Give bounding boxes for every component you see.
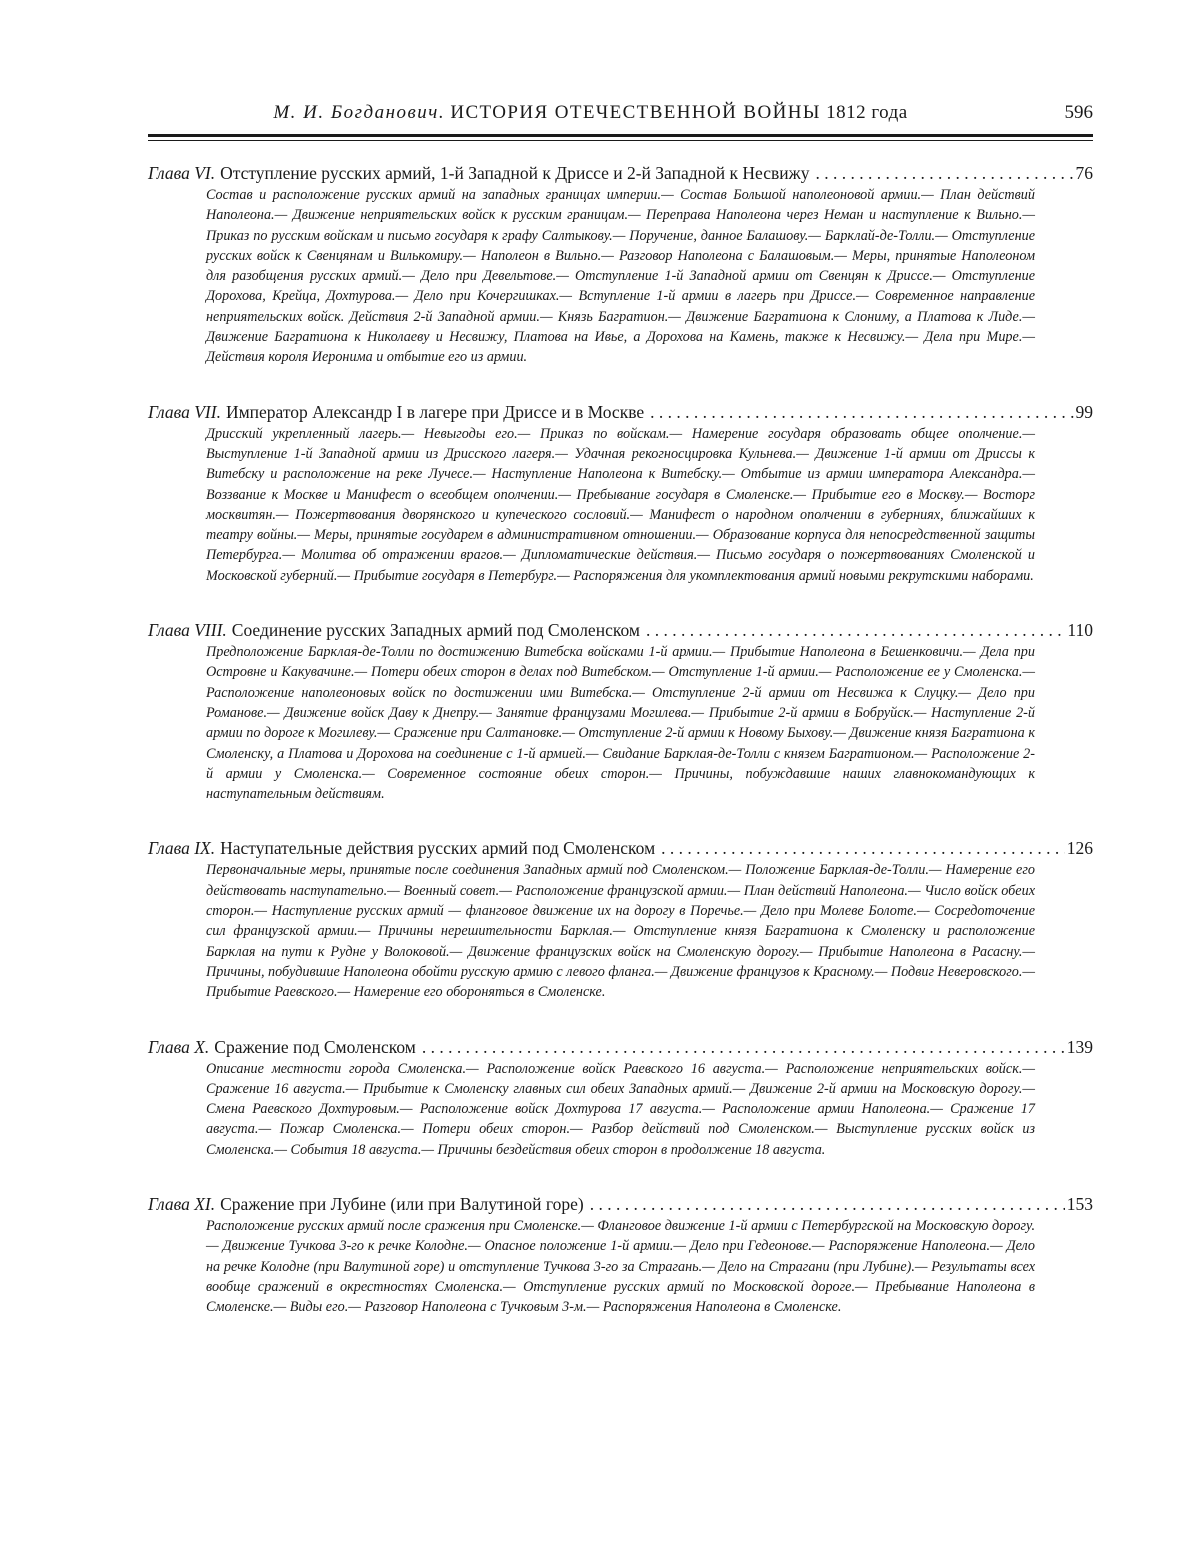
toc-entry-chapter-9 <box>148 837 1093 1002</box>
chapter-heading-line <box>148 619 1093 641</box>
chapter-heading-line <box>148 162 1093 184</box>
toc-entry-chapter-7 <box>148 401 1093 586</box>
chapter-title: Соединение русских Западных армий под Смоленском <box>231 620 640 641</box>
chapter-summary: Состав и расположение русских армий на западных границах империи.— Состав Большой наполеоновой армии.— План действий Наполеона.— Движение неприятельских войск к русским границам.— Переправа Наполеона через Неман и наступление к Вильно.— Приказ по русским войскам и письмо государя к графу Салтыкову.— Поручение, данное Балашову.— Барклай-де-Толли.— Отступление русских войск к Свенцянам и Вилькомиру.— Наполеон в Вильно.— Разговор Наполеона с Балашовым.— Меры, принятые Наполеоном для разобщения русских армий.— Дело при Девельтове.— Отступление 1-й Западной армии от Свенцян к Дриссе.— Отступление Дорохова, Крейца, Дохтурова.— Дело при Кочергишках.— Вступление 1-й армии в лагерь при Дриссе.— Современное направление неприятельских войск. Действия 2-й Западной армии.— Князь Багратион.— Движение Багратиона к Слониму, а Платова к Лиде.— Движение Багратиона к Николаеву и Несвижу, Платова на Ивье, а Дорохова на Камень, также к Несвижу.— Дела при Мире.— Действия короля Иеронима и отбытие его из армии. <box>206 187 1035 366</box>
dot-leader <box>661 837 1065 859</box>
chapter-heading-line <box>148 837 1093 859</box>
chapter-label: Глава IX. <box>148 838 216 859</box>
chapter-label: Глава VIII. <box>148 620 227 641</box>
chapter-summary: Первоначальные меры, принятые после соединения Западных армий под Смоленском.— Положение Барклая-де-Толли.— Намерение его действовать наступательно.— Военный совет.— Расположение французской армии.— План действий Наполеона.— Число войск обеих сторон.— Наступление русских армий — фланговое движение их на дорогу в Поречье.— Дело при Молеве Болоте.— Сосредоточение сил французской армии.— Причины нерешительности Барклая.— Отступление князя Багратиона к Смоленску и расположение Барклая на пути к Рудне у Волоковой.— Движение французских войск на Смоленскую дорогу.— Прибытие Наполеона в Расасну.— Причины, побудившие Наполеона обойти русскую армию с левого фланга.— Движение французов к Красному.— Подвиг Неверовского.— Прибытие Раевского.— Намерение его обороняться в Смоленске. <box>206 862 1035 1001</box>
chapter-heading-line <box>148 401 1093 423</box>
chapter-title: Наступательные действия русских армий под Смоленском <box>220 838 656 859</box>
dot-leader <box>590 1193 1065 1215</box>
chapter-label: Глава X. <box>148 1036 210 1057</box>
chapter-summary: Описание местности города Смоленска.— Расположение войск Раевского 16 августа.— Расположение неприятельских войск.— Сражение 16 августа.— Прибытие к Смоленску главных сил обеих Западных армий.— Движение 2-й армии на Московскую дорогу.— Смена Раевского Дохтуровым.— Расположение войск Дохтурова 17 августа.— Расположение армии Наполеона.— Сражение 17 августа.— Пожар Смоленска.— Потери обеих сторон.— Разбор действий под Смоленском.— Выступление русских войск из Смоленска.— События 18 августа.— Причины бездействия обеих сторон в продолжение 18 августа. <box>206 1060 1035 1158</box>
toc-entry-chapter-6 <box>148 162 1093 368</box>
toc-entry-chapter-10 <box>148 1036 1093 1160</box>
chapter-page-number: 110 <box>1067 620 1093 641</box>
page-number: 596 <box>1064 102 1093 123</box>
header-rule-thin <box>148 140 1093 141</box>
chapter-title: Сражение под Смоленском <box>214 1036 416 1057</box>
chapter-page-number: 126 <box>1066 838 1093 859</box>
chapter-summary: Расположение русских армий после сражения при Смоленске.— Фланговое движение 1-й армии с Петербургской на Московскую дорогу.— Движение Тучкова 3-го к речке Колодне.— Опасное положение 1-й армии.— Дело при Гедеонове.— Распоряжение Наполеона.— Дело на речке Колодне (при Валутиной горе) и отступление Тучкова 3-го за Страгань.— Дело на Страгани (при Лубине).— Результаты всех вообще сражений в окрестностях Смоленска.— Отступление русских армий по Московской дороге.— Пребывание Наполеона в Смоленске.— Виды его.— Разговор Наполеона с Тучковым 3-м.— Распоряжения Наполеона в Смоленске. <box>206 1217 1035 1316</box>
chapter-label: Глава VI. <box>148 163 216 183</box>
chapter-title: Сражение при Лубине (или при Валутиной горе) <box>220 1193 584 1214</box>
chapter-title: Отступление русских армий, 1-й Западной к Дриссе и 2-й Западной к Несвижу <box>220 163 810 183</box>
chapter-label: Глава XI. <box>148 1193 216 1214</box>
chapter-page-number: 76 <box>1075 163 1093 183</box>
toc-entry-chapter-11 <box>148 1193 1093 1317</box>
chapter-heading-line <box>148 1036 1093 1058</box>
table-of-contents <box>148 162 1093 1350</box>
chapter-title: Император Александр I в лагере при Дриссе и в Москве <box>225 401 645 422</box>
header-rule-thick <box>148 134 1093 137</box>
header-year: 1812 года <box>826 102 908 123</box>
dot-leader <box>815 162 1073 184</box>
dot-leader <box>646 619 1065 641</box>
header-author: М. И. Богданович. <box>273 102 446 123</box>
toc-entry-chapter-8 <box>148 619 1093 804</box>
chapter-page-number: 153 <box>1066 1193 1093 1214</box>
dot-leader <box>650 401 1073 423</box>
running-title <box>148 102 1033 124</box>
chapter-heading-line <box>148 1193 1093 1215</box>
chapter-summary: Предположение Барклая-де-Толли по достижению Витебска войсками 1-й армии.— Прибытие Наполеона в Бешенковичи.— Дела при Островне и Какувачине.— Потери обеих сторон в делах под Витебском.— Отступление 1-й армии.— Расположение ее у Смоленска.— Расположение наполеоновых войск по достижении ими Витебска.— Отступление 2-й армии от Несвижа к Слуцку.— Дело при Романове.— Движение войск Даву к Днепру.— Занятие французами Могилева.— Прибытие 2-й армии в Бобруйск.— Наступление 2-й армии по дороге к Могилеву.— Сражение при Салтановке.— Отступление 2-й армии к Новому Быхову.— Движение князя Багратиона к Смоленску, а Платова и Дорохова на соединение с 1-й армией.— Свидание Барклая-де-Толли с князем Багратионом.— Расположение 2-й армии у Смоленска.— Современное состояние обеих сторон.— Причины, побуждавшие наших главнокомандующих к наступательным действиям. <box>206 644 1035 803</box>
running-header <box>148 98 1093 132</box>
chapter-summary: Дрисский укрепленный лагерь.— Невыгоды его.— Приказ по войскам.— Намерение государя образовать общее ополчение.— Выступление 1-й Западной армии из Дрисского лагеря.— Удачная рекогносцировка Кульнева.— Движение 1-й армии от Дриссы к Витебску и расположение на реке Лучесе.— Наступление Наполеона к Витебску.— Отбытие из армии императора Александра.— Воззвание к Москве и Манифест о всеобщем ополчении.— Пребывание государя в Смоленске.— Прибытие его в Москву.— Восторг москвитян.— Пожертвования дворянского и купеческого сословий.— Манифест о народном ополчении в губерниях, ближайших к театру войны.— Меры, принятые государем в административном отношении.— Образование корпуса для непосредственной защиты Петербурга.— Молитва об отражении врагов.— Дипломатические действия.— Письмо государя о пожертвованиях Смоленской и Московской губерний.— Прибытие государя в Петербург.— Распоряжения для укомплектования армий новыми рекрутскими наборами. <box>206 425 1035 584</box>
chapter-page-number: 99 <box>1075 401 1093 422</box>
dot-leader <box>422 1036 1065 1058</box>
chapter-page-number: 139 <box>1066 1036 1093 1057</box>
header-book-title: ИСТОРИЯ ОТЕЧЕСТВЕННОЙ ВОЙНЫ <box>450 102 821 123</box>
chapter-label: Глава VII. <box>148 401 221 422</box>
